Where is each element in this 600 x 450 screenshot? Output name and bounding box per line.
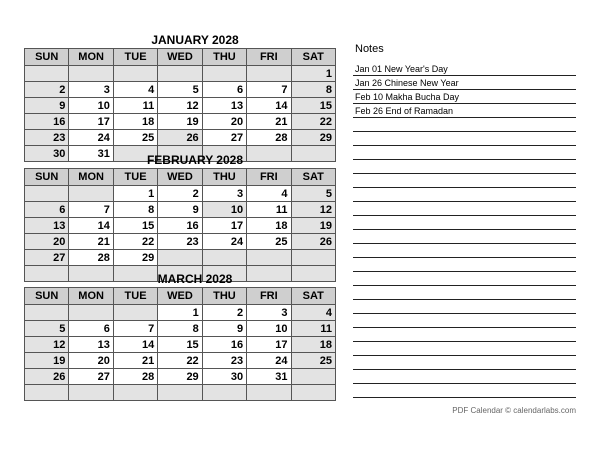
note-line	[353, 342, 576, 356]
day-cell: 6	[25, 202, 69, 218]
day-cell: 1	[291, 66, 335, 82]
note-line: Feb 26 End of Ramadan	[353, 104, 576, 118]
day-cell: 20	[202, 114, 246, 130]
day-cell: 8	[158, 321, 202, 337]
day-cell: 9	[158, 202, 202, 218]
weekday-header-row	[25, 169, 336, 186]
week-row	[25, 321, 336, 337]
day-cell: 21	[113, 353, 157, 369]
day-cell: 15	[291, 98, 335, 114]
day-cell: 2	[25, 82, 69, 98]
day-cell: 5	[291, 186, 335, 202]
day-cell	[158, 385, 202, 401]
month-calendar	[24, 272, 336, 401]
day-cell	[113, 305, 157, 321]
day-cell: 17	[247, 337, 291, 353]
day-cell: 27	[202, 130, 246, 146]
day-cell: 11	[113, 98, 157, 114]
day-cell: 9	[202, 321, 246, 337]
notes-list	[353, 62, 576, 398]
day-cell: 3	[69, 82, 113, 98]
day-cell: 22	[291, 114, 335, 130]
note-line	[353, 202, 576, 216]
note-line	[353, 132, 576, 146]
note-line	[353, 370, 576, 384]
day-cell	[291, 250, 335, 266]
weekday-header: SUN	[25, 169, 69, 186]
weekday-header: SAT	[291, 288, 335, 305]
month-calendar	[24, 33, 336, 162]
day-cell	[158, 250, 202, 266]
day-cell: 4	[247, 186, 291, 202]
day-cell	[291, 385, 335, 401]
month-title: JANUARY 2028	[151, 33, 239, 47]
day-cell: 18	[247, 218, 291, 234]
day-cell: 25	[113, 130, 157, 146]
weekday-header: WED	[158, 169, 202, 186]
day-cell: 9	[25, 98, 69, 114]
note-line	[353, 230, 576, 244]
day-cell: 16	[158, 218, 202, 234]
day-cell: 13	[25, 218, 69, 234]
day-cell: 28	[113, 369, 157, 385]
day-cell: 15	[158, 337, 202, 353]
week-row	[25, 82, 336, 98]
day-cell: 7	[247, 82, 291, 98]
day-cell	[158, 66, 202, 82]
weekday-header: TUE	[113, 49, 157, 66]
weekday-header: WED	[158, 288, 202, 305]
day-cell: 26	[25, 369, 69, 385]
week-row	[25, 218, 336, 234]
weekday-header: MON	[69, 49, 113, 66]
day-cell: 18	[291, 337, 335, 353]
day-cell	[25, 305, 69, 321]
month-grid	[24, 48, 336, 162]
note-line	[353, 300, 576, 314]
week-row	[25, 337, 336, 353]
day-cell: 22	[158, 353, 202, 369]
week-row	[25, 130, 336, 146]
week-row	[25, 186, 336, 202]
day-cell	[202, 385, 246, 401]
day-cell: 23	[158, 234, 202, 250]
day-cell	[69, 385, 113, 401]
day-cell: 19	[25, 353, 69, 369]
day-cell: 4	[113, 82, 157, 98]
day-cell: 29	[291, 130, 335, 146]
footer-credit: PDF Calendar © calendarlabs.com	[452, 406, 576, 415]
day-cell: 5	[158, 82, 202, 98]
day-cell	[202, 66, 246, 82]
weekday-header: WED	[158, 49, 202, 66]
day-cell	[202, 250, 246, 266]
day-cell: 15	[113, 218, 157, 234]
day-cell: 25	[291, 353, 335, 369]
day-cell: 23	[202, 353, 246, 369]
weekday-header-row	[25, 288, 336, 305]
day-cell: 4	[291, 305, 335, 321]
day-cell: 13	[202, 98, 246, 114]
weekday-header: MON	[69, 169, 113, 186]
day-cell	[291, 369, 335, 385]
week-row	[25, 385, 336, 401]
day-cell: 23	[25, 130, 69, 146]
note-line	[353, 286, 576, 300]
day-cell	[25, 66, 69, 82]
day-cell: 1	[158, 305, 202, 321]
day-cell: 30	[25, 146, 69, 162]
note-line	[353, 272, 576, 286]
weekday-header: THU	[202, 49, 246, 66]
day-cell	[113, 66, 157, 82]
day-cell: 24	[202, 234, 246, 250]
note-line	[353, 174, 576, 188]
day-cell: 17	[202, 218, 246, 234]
day-cell: 16	[202, 337, 246, 353]
month-grid	[24, 287, 336, 401]
day-cell: 7	[69, 202, 113, 218]
day-cell: 14	[247, 98, 291, 114]
week-row	[25, 234, 336, 250]
day-cell: 30	[202, 369, 246, 385]
day-cell: 8	[291, 82, 335, 98]
note-line	[353, 118, 576, 132]
day-cell: 11	[291, 321, 335, 337]
day-cell: 16	[25, 114, 69, 130]
day-cell: 5	[25, 321, 69, 337]
month-calendar	[24, 153, 336, 282]
day-cell: 28	[247, 130, 291, 146]
weekday-header: SAT	[291, 49, 335, 66]
note-line	[353, 160, 576, 174]
day-cell: 10	[247, 321, 291, 337]
week-row	[25, 369, 336, 385]
note-line	[353, 216, 576, 230]
note-line	[353, 188, 576, 202]
month-grid	[24, 168, 336, 282]
note-line: Jan 01 New Year's Day	[353, 62, 576, 76]
day-cell: 14	[113, 337, 157, 353]
day-cell: 3	[247, 305, 291, 321]
week-row	[25, 114, 336, 130]
day-cell: 21	[69, 234, 113, 250]
day-cell: 6	[202, 82, 246, 98]
day-cell: 20	[25, 234, 69, 250]
month-title: MARCH 2028	[157, 272, 233, 286]
day-cell: 29	[158, 369, 202, 385]
day-cell: 18	[113, 114, 157, 130]
day-cell: 21	[247, 114, 291, 130]
day-cell	[69, 305, 113, 321]
weekday-header: THU	[202, 169, 246, 186]
day-cell: 24	[69, 130, 113, 146]
day-cell: 31	[69, 146, 113, 162]
day-cell: 24	[247, 353, 291, 369]
note-line	[353, 384, 576, 398]
weekday-header: MON	[69, 288, 113, 305]
note-line	[353, 356, 576, 370]
week-row	[25, 202, 336, 218]
month-title: FEBRUARY 2028	[146, 153, 244, 167]
day-cell: 7	[113, 321, 157, 337]
day-cell	[247, 385, 291, 401]
day-cell: 17	[69, 114, 113, 130]
day-cell: 20	[69, 353, 113, 369]
day-cell: 29	[113, 250, 157, 266]
day-cell: 1	[113, 186, 157, 202]
weekday-header: THU	[202, 288, 246, 305]
week-row	[25, 353, 336, 369]
note-line	[353, 244, 576, 258]
day-cell: 27	[69, 369, 113, 385]
day-cell	[25, 385, 69, 401]
week-row	[25, 305, 336, 321]
day-cell: 2	[158, 186, 202, 202]
note-line	[353, 328, 576, 342]
day-cell	[113, 385, 157, 401]
day-cell: 14	[69, 218, 113, 234]
day-cell	[69, 66, 113, 82]
weekday-header-row	[25, 49, 336, 66]
day-cell	[247, 250, 291, 266]
day-cell: 10	[69, 98, 113, 114]
week-row	[25, 66, 336, 82]
weekday-header: SUN	[25, 288, 69, 305]
day-cell: 10	[202, 202, 246, 218]
week-row	[25, 98, 336, 114]
note-line: Feb 10 Makha Bucha Day	[353, 90, 576, 104]
day-cell: 19	[158, 114, 202, 130]
notes-title: Notes	[355, 43, 384, 55]
note-line	[353, 314, 576, 328]
day-cell: 25	[247, 234, 291, 250]
day-cell: 12	[291, 202, 335, 218]
weekday-header: TUE	[113, 169, 157, 186]
day-cell: 31	[247, 369, 291, 385]
day-cell: 8	[113, 202, 157, 218]
week-row	[25, 250, 336, 266]
day-cell: 12	[25, 337, 69, 353]
note-line	[353, 258, 576, 272]
weekday-header: FRI	[247, 169, 291, 186]
weekday-header: FRI	[247, 49, 291, 66]
day-cell: 28	[69, 250, 113, 266]
day-cell: 26	[291, 234, 335, 250]
weekday-header: SAT	[291, 169, 335, 186]
day-cell: 13	[69, 337, 113, 353]
weekday-header: FRI	[247, 288, 291, 305]
day-cell: 11	[247, 202, 291, 218]
day-cell: 3	[202, 186, 246, 202]
day-cell	[25, 186, 69, 202]
day-cell: 2	[202, 305, 246, 321]
day-cell: 6	[69, 321, 113, 337]
weekday-header: TUE	[113, 288, 157, 305]
note-line	[353, 146, 576, 160]
day-cell: 27	[25, 250, 69, 266]
day-cell: 22	[113, 234, 157, 250]
day-cell	[69, 186, 113, 202]
day-cell: 26	[158, 130, 202, 146]
weekday-header: SUN	[25, 49, 69, 66]
day-cell: 12	[158, 98, 202, 114]
day-cell	[247, 66, 291, 82]
note-line: Jan 26 Chinese New Year	[353, 76, 576, 90]
day-cell: 19	[291, 218, 335, 234]
